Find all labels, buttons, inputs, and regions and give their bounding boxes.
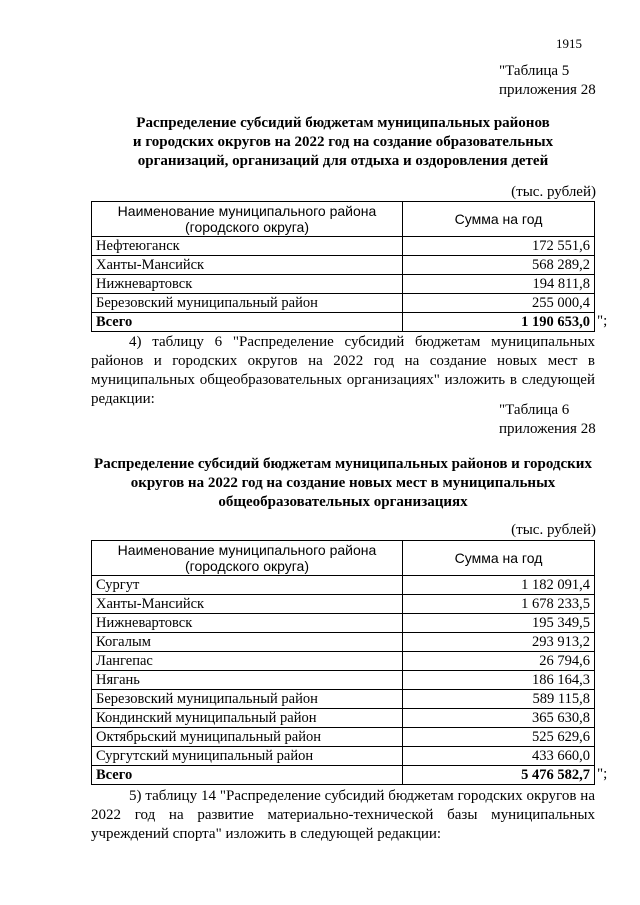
total-label: Всего bbox=[92, 766, 403, 785]
table5-total-row bbox=[92, 313, 595, 332]
table6-header-row bbox=[92, 541, 595, 576]
table-row bbox=[92, 633, 595, 652]
table-row bbox=[92, 614, 595, 633]
table5-title-line3: организаций, организаций для отдыха и оздоровления детей bbox=[137, 153, 549, 169]
row-value: 293 913,2 bbox=[403, 633, 595, 652]
table-row bbox=[92, 294, 595, 313]
table5-title-line1: Распределение субсидий бюджетам муниципальных районов bbox=[136, 115, 550, 131]
row-value: 1 182 091,4 bbox=[403, 576, 595, 595]
table5-unit: (тыс. рублей) bbox=[511, 184, 596, 200]
table6-title-line2: округов на 2022 год на создание новых мест в муниципальных bbox=[130, 475, 556, 491]
row-name: Сургутский муниципальный район bbox=[92, 747, 403, 766]
row-value: 195 349,5 bbox=[403, 614, 595, 633]
row-value: 186 164,3 bbox=[403, 671, 595, 690]
table6-closing-quote: "; bbox=[597, 766, 608, 782]
table-row bbox=[92, 747, 595, 766]
row-name: Нижневартовск bbox=[92, 275, 403, 294]
total-value: 5 476 582,7 bbox=[403, 766, 595, 785]
row-name: Березовский муниципальный район bbox=[92, 690, 403, 709]
paragraph-5-text: 5) таблицу 14 "Распределение субсидий бюджетам городских округов на 2022 год на развитие материально-технической базы муниципальных учреждений спорта" изложить в следующей редакции: bbox=[91, 788, 595, 842]
table5-header-row bbox=[92, 202, 595, 237]
row-name: Березовский муниципальный район bbox=[92, 294, 403, 313]
row-value: 525 629,6 bbox=[403, 728, 595, 747]
row-value: 365 630,8 bbox=[403, 709, 595, 728]
table-row bbox=[92, 576, 595, 595]
total-value: 1 190 653,0 bbox=[403, 313, 595, 332]
total-label: Всего bbox=[92, 313, 403, 332]
table5 bbox=[91, 201, 595, 332]
table5-title-line2: и городских округов на 2022 год на создание образовательных bbox=[132, 134, 554, 150]
table6-ref-line1: "Таблица 6 bbox=[499, 402, 570, 418]
row-name: Сургут bbox=[92, 576, 403, 595]
table-row bbox=[92, 709, 595, 728]
row-value: 26 794,6 bbox=[403, 652, 595, 671]
table-row bbox=[92, 690, 595, 709]
page-number: 1915 bbox=[556, 36, 582, 51]
table5-header-sum: Сумма на год bbox=[403, 202, 595, 237]
table-row bbox=[92, 256, 595, 275]
table6-unit: (тыс. рублей) bbox=[511, 522, 596, 538]
table5-title bbox=[80, 114, 606, 171]
table6 bbox=[91, 540, 595, 785]
table6-total-row bbox=[92, 766, 595, 785]
row-name: Октябрьский муниципальный район bbox=[92, 728, 403, 747]
row-name: Нягань bbox=[92, 671, 403, 690]
row-value: 194 811,8 bbox=[403, 275, 595, 294]
table-row bbox=[92, 275, 595, 294]
row-name: Нефтеюганск bbox=[92, 237, 403, 256]
row-value: 433 660,0 bbox=[403, 747, 595, 766]
table-row bbox=[92, 652, 595, 671]
row-name: Когалым bbox=[92, 633, 403, 652]
table6-reference bbox=[499, 401, 596, 439]
table6-title bbox=[80, 455, 606, 512]
table6-ref-line2: приложения 28 bbox=[499, 421, 596, 437]
paragraph-5 bbox=[91, 787, 595, 844]
table-row bbox=[92, 595, 595, 614]
table5-header-name: Наименование муниципального района (городского округа) bbox=[92, 202, 403, 237]
table-row bbox=[92, 728, 595, 747]
table-row bbox=[92, 237, 595, 256]
row-name: Ханты-Мансийск bbox=[92, 256, 403, 275]
paragraph-4 bbox=[91, 333, 595, 409]
paragraph-4-text: 4) таблицу 6 "Распределение субсидий бюджетам муниципальных районов и городских округов на 2022 год на создание новых мест в муниципальных общеобразовательных организациях" изложить в следующей редакции: bbox=[91, 334, 595, 407]
row-name: Нижневартовск bbox=[92, 614, 403, 633]
table5-ref-line1: "Таблица 5 bbox=[499, 63, 570, 79]
table5-closing-quote: "; bbox=[597, 313, 608, 329]
table5-ref-line2: приложения 28 bbox=[499, 82, 596, 98]
row-name: Лангепас bbox=[92, 652, 403, 671]
row-value: 255 000,4 bbox=[403, 294, 595, 313]
row-value: 589 115,8 bbox=[403, 690, 595, 709]
table-row bbox=[92, 671, 595, 690]
table6-title-line3: общеобразовательных организациях bbox=[218, 494, 468, 510]
table6-header-name: Наименование муниципального района (городского округа) bbox=[92, 541, 403, 576]
table6-header-sum: Сумма на год bbox=[403, 541, 595, 576]
table5-reference bbox=[499, 62, 596, 100]
row-value: 1 678 233,5 bbox=[403, 595, 595, 614]
row-value: 172 551,6 bbox=[403, 237, 595, 256]
table6-title-line1: Распределение субсидий бюджетам муниципальных районов и городских bbox=[94, 456, 592, 472]
row-value: 568 289,2 bbox=[403, 256, 595, 275]
row-name: Кондинский муниципальный район bbox=[92, 709, 403, 728]
row-name: Ханты-Мансийск bbox=[92, 595, 403, 614]
